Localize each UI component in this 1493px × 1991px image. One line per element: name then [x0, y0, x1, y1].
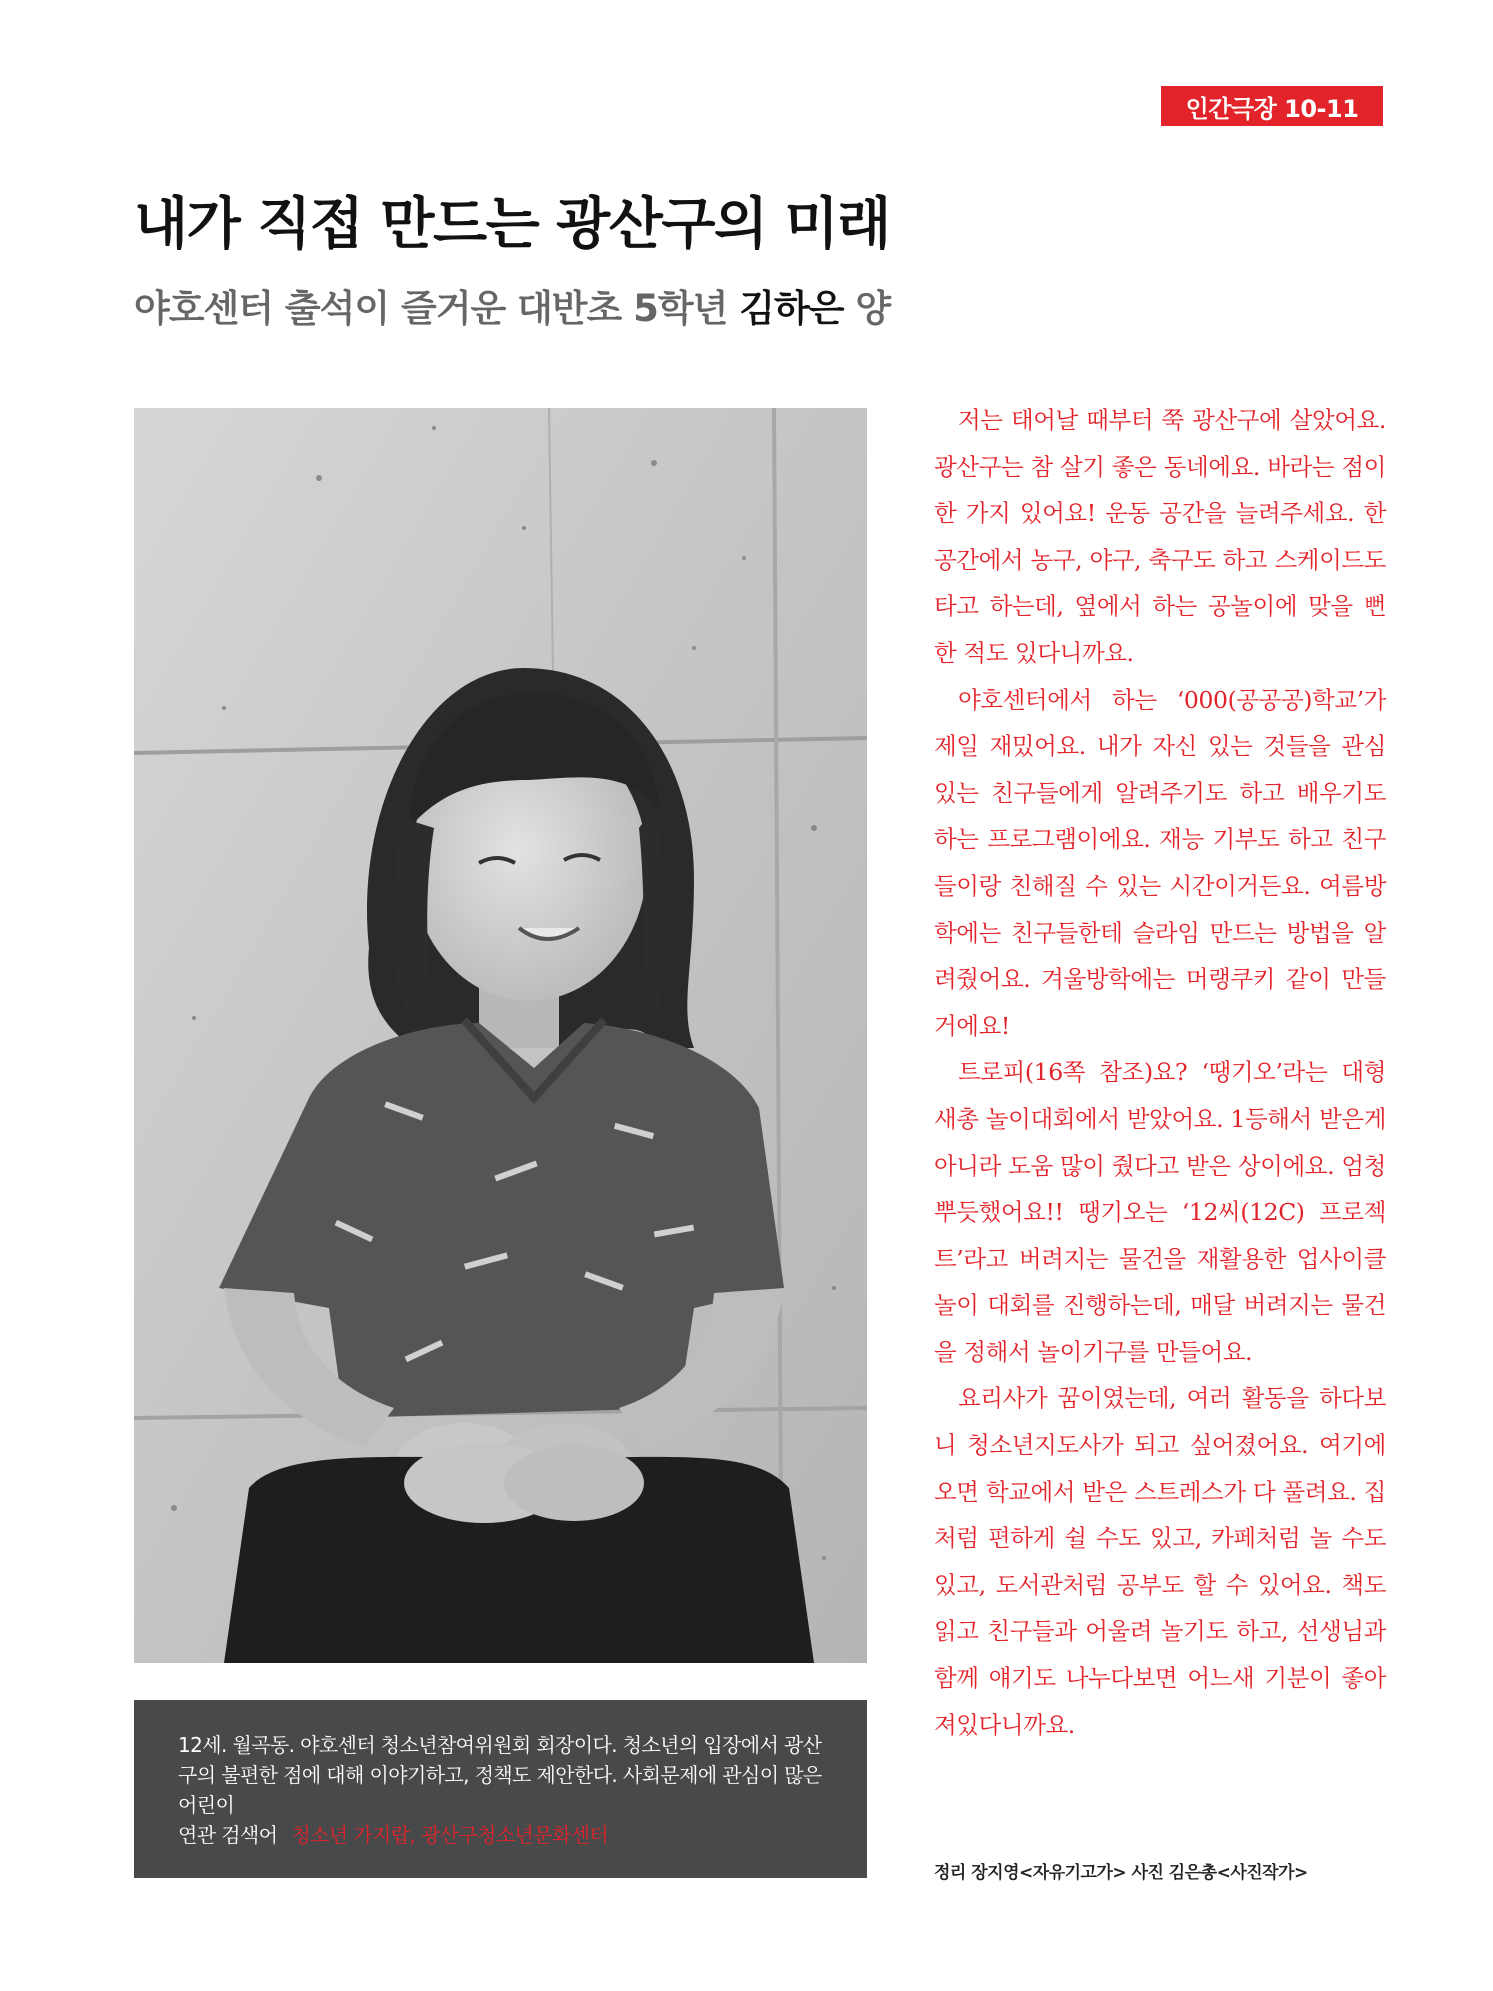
- interview-body: [934, 397, 1386, 1748]
- subtitle-prefix: 야호센터 출석이 즐거운 대반초 5학년: [134, 287, 740, 330]
- subtitle-suffix: 양: [843, 287, 891, 330]
- article-subtitle: [134, 278, 890, 332]
- portrait-photo: [134, 408, 867, 1663]
- article-credit: 정리 장지영<자유기고가> 사진 김은총<사진작가>: [934, 1863, 1308, 1883]
- article-title: 내가 직접 만드는 광산구의 미래: [134, 192, 890, 257]
- caption-text: 12세. 월곡동. 야호센터 청소년참여위원회 회장이다. 청소년의 입장에서 광산구의 불편한 점에 대해 이야기하고, 정책도 제안한다. 사회문제에 관심이 많은 어린이: [178, 1733, 822, 1817]
- paragraph: 요리사가 꿈이였는데, 여러 활동을 하다보니 청소년지도사가 되고 싶어졌어요. 여기에 오면 학교에서 받은 스트레스가 다 풀려요. 집처럼 편하게 쉴 수도 있고, 카페처럼 놀 수도 있고, 도서관처럼 공부도 할 수 있어요. 책도 읽고 친구들과 어울려 놀기도 하고, 선생님과 함께 얘기도 나누다보면 어느새 기분이 좋아져있다니까요.: [934, 1384, 1386, 1739]
- paragraph: 야호센터에서 하는 ‘000(공공공)학교’가 제일 재밌어요. 내가 자신 있는 것들을 관심 있는 친구들에게 알려주기도 하고 배우기도 하는 프로그램이에요. 재능 기부도 하고 친구들이랑 친해질 수 있는 시간이거든요. 여름방학에는 친구들한테 슬라임 만드는 방법을 알려줬어요. 겨울방학에는 머랭쿠키 같이 만들거에요!: [934, 685, 1386, 1040]
- keyword-label: 연관 검색어: [178, 1823, 278, 1847]
- caption-keywords: [178, 1820, 825, 1850]
- paragraph: 트로피(16쪽 참조)요? ‘땡기오’라는 대형 새총 놀이대회에서 받았어요. 1등해서 받은게 아니라 도움 많이 줬다고 받은 상이에요. 엄청 뿌듯했어요!! 땡기오는 ‘12씨(12C) 프로젝트’라고 버려지는 물건을 재활용한 업사이클 놀이 대회를 진행하는데, 매달 버려지는 물건을 정해서 놀이기구를 만들어요.: [934, 1058, 1386, 1366]
- subtitle-name: 김하은: [739, 287, 844, 330]
- keyword-list: 청소년 가지랍, 광산구청소년문화센터: [291, 1823, 609, 1847]
- section-tag: 인간극장 10-11: [1161, 86, 1383, 126]
- photo-caption: [134, 1700, 867, 1878]
- paragraph: 저는 태어날 때부터 쭉 광산구에 살았어요. 광산구는 참 살기 좋은 동네에요. 바라는 점이 한 가지 있어요! 운동 공간을 늘려주세요. 한 공간에서 농구, 야구, 축구도 하고 스케이드도 타고 하는데, 옆에서 하는 공놀이에 맞을 뻔 한 적도 있다니까요.: [934, 406, 1386, 667]
